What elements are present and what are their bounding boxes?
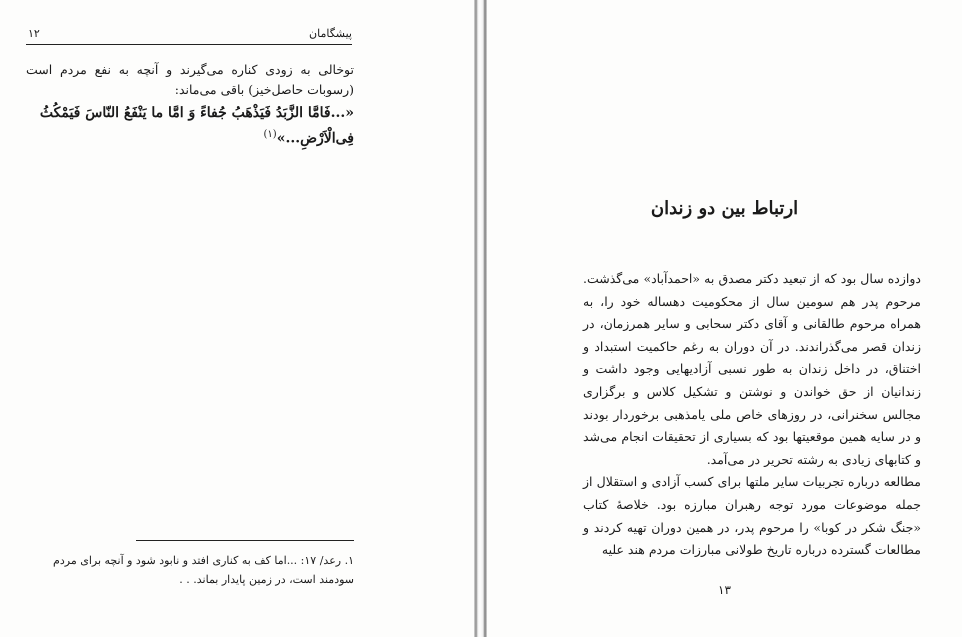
right-body-text [583,268,921,562]
page-number: ۱۳ [718,583,731,597]
quran-quote [26,102,354,150]
footnote-divider [136,540,354,541]
running-head-page-number: ۱۲ [28,27,40,40]
quran-quote-text: «...فَامَّا الزَّبَدُ فَیَذْهَبُ جُفاءً وَ امَّا ما یَنْفَعُ النّاسَ فَیَمْکُثُ فِی‌الْاَرْضِ...» [39,105,354,147]
footnote-ref: (۱) [263,129,277,140]
left-body-text: توخالی به زودی کناره می‌گیرند و آنچه به نفع مردم است (رسوبات حاصل‌خیز) باقی می‌ماند: [26,62,354,97]
running-head [26,26,352,45]
right-page [487,0,962,637]
left-page [0,0,474,637]
footnote: ۱. رعد/ ۱۷: ...اما کف به کناری افتد و نابود شود و آنچه برای مردم سودمند است، در زمین پایدار بماند. . . [53,554,354,586]
paragraph: دوازده سال بود که از تبعید دکتر مصدق به «احمدآباد» می‌گذشت. مرحوم پدر هم سومین سال از محکومیت دهساله خود را، به همراه مرحوم طالقانی و آقای دکتر سحابی و سایر همرزمان، در زندان قصر می‌گذراندند. در آن دوران به رغم حاکمیت استبداد و اختناق، در داخل زندان به طور نسبی آزادیهایی وجود داشت و زندانیان از حق خواندن و نوشتن و تشکیل کلاس و برگزاری مجالس سخنرانی، در روزهای خاص ملی یامذهبی برخوردار بودند و در سایه همین موقعیتها بود که بسیاری از تحقیقات انجام می‌شد و کتابهای زیادی به رشته تحریر در می‌آمد. [583,271,921,467]
paragraph: مطالعه درباره تجربیات سایر ملتها برای کسب آزادی و استقلال از جمله موضوعات مورد توجه رهبران مبارزه بود. خلاصهٔ کتاب «جنگ شکر در کوبا» را مرحوم پدر، در همین دوران تهیه کردند و مطالعات گسترده درباره تاریخ طولانی مبارزات مردم هند علیه [583,474,921,558]
chapter-title: ارتباط بین دو زندان [650,198,799,219]
running-head-title: پیشگامان [309,27,352,40]
book-gutter [474,0,487,637]
